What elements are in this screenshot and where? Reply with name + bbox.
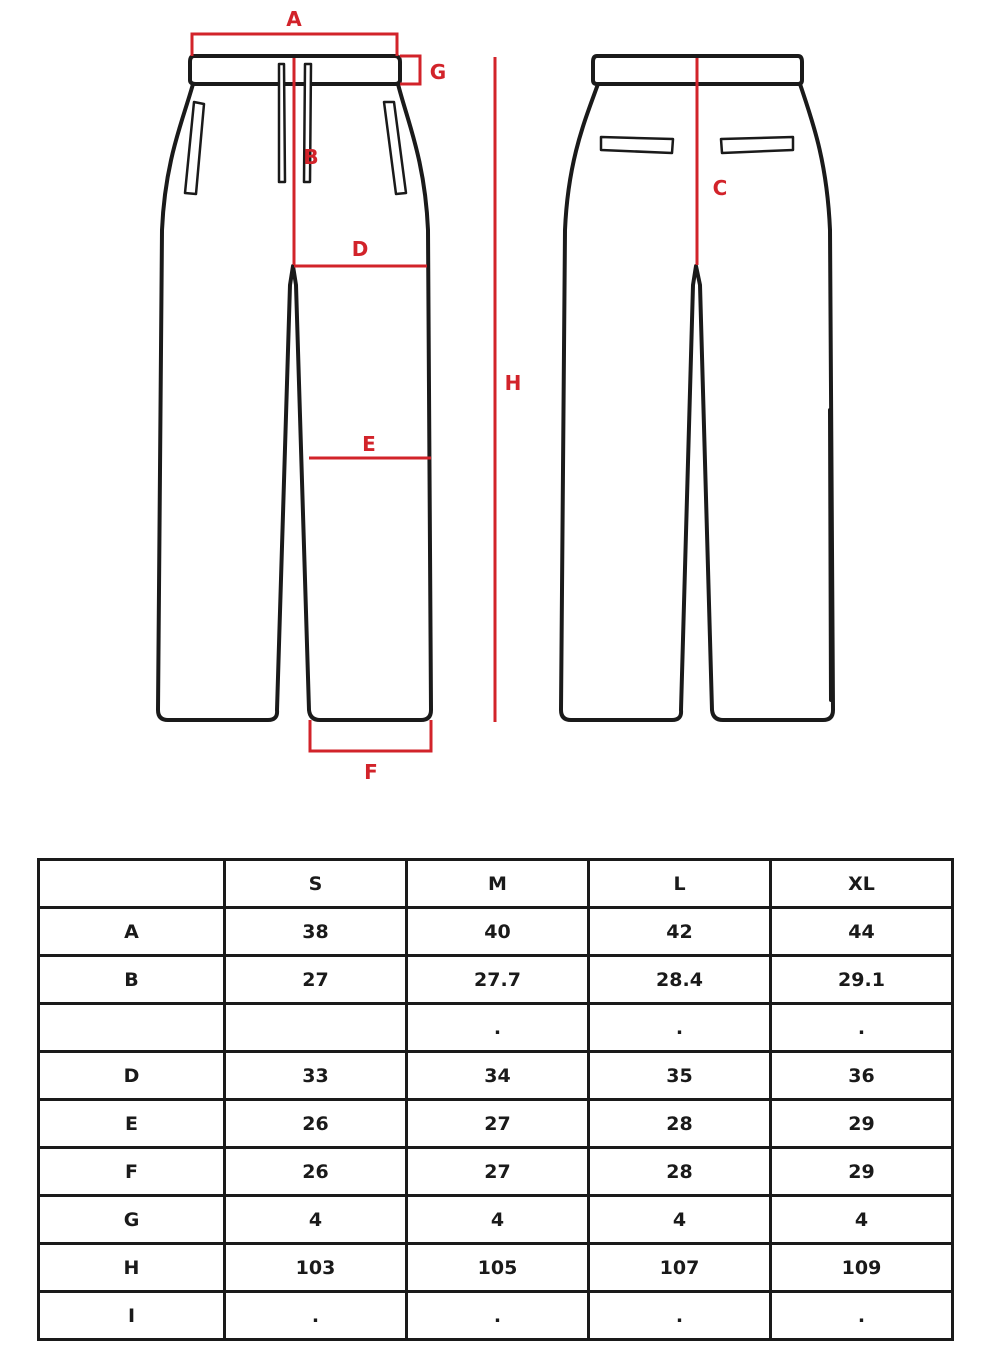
table-cell: . (771, 1292, 953, 1340)
table-header-corner (39, 860, 225, 908)
table-cell: 29 (771, 1100, 953, 1148)
table-header-size: XL (771, 860, 953, 908)
table-cell: 103 (225, 1244, 407, 1292)
table-cell: 109 (771, 1244, 953, 1292)
table-cell: 35 (589, 1052, 771, 1100)
left-drawstring (279, 64, 285, 182)
size-chart-table (37, 858, 954, 1341)
table-cell: 26 (225, 1148, 407, 1196)
table-cell: 29.1 (771, 956, 953, 1004)
table-cell: 36 (771, 1052, 953, 1100)
table-cell: . (771, 1004, 953, 1052)
row-label: E (39, 1100, 225, 1148)
table-cell: 44 (771, 908, 953, 956)
table-row (39, 1004, 953, 1052)
table-cell: 107 (589, 1244, 771, 1292)
row-label: F (39, 1148, 225, 1196)
measure-g-label: G (429, 60, 447, 84)
table-row (39, 1052, 953, 1100)
table-row (39, 1196, 953, 1244)
table-cell: 27 (407, 1100, 589, 1148)
table-header-size: L (589, 860, 771, 908)
measure-d-label: D (351, 237, 369, 261)
measure-b-label: B (303, 145, 319, 169)
row-label: A (39, 908, 225, 956)
table-cell: . (407, 1004, 589, 1052)
table-cell: 28.4 (589, 956, 771, 1004)
row-label: I (39, 1292, 225, 1340)
row-label: H (39, 1244, 225, 1292)
table-cell: 27.7 (407, 956, 589, 1004)
measure-e-label: E (362, 432, 376, 456)
measure-f-label: F (364, 760, 378, 784)
table-cell: 4 (771, 1196, 953, 1244)
table-row (39, 1148, 953, 1196)
table-cell: 38 (225, 908, 407, 956)
table-cell: 34 (407, 1052, 589, 1100)
back-right-pocket (721, 137, 793, 153)
table-cell: 42 (589, 908, 771, 956)
table-cell: 40 (407, 908, 589, 956)
table-row (39, 1100, 953, 1148)
table-row (39, 908, 953, 956)
table-cell (225, 1004, 407, 1052)
table-cell: . (589, 1004, 771, 1052)
measure-c-label: C (712, 176, 728, 200)
measure-f-line (310, 720, 431, 751)
row-label: D (39, 1052, 225, 1100)
table-cell: 4 (589, 1196, 771, 1244)
back-side-seam-accent (830, 410, 831, 700)
table-cell: 29 (771, 1148, 953, 1196)
table-row (39, 1292, 953, 1340)
row-label: B (39, 956, 225, 1004)
table-cell: 105 (407, 1244, 589, 1292)
measure-h-label: H (504, 371, 522, 395)
table-cell: 28 (589, 1148, 771, 1196)
table-header-size: M (407, 860, 589, 908)
table-cell: . (589, 1292, 771, 1340)
table-cell: 27 (407, 1148, 589, 1196)
measure-a-label: A (286, 7, 302, 31)
table-cell: . (225, 1292, 407, 1340)
row-label: G (39, 1196, 225, 1244)
table-cell: . (407, 1292, 589, 1340)
table-row (39, 1244, 953, 1292)
table-cell: 4 (407, 1196, 589, 1244)
table-cell: 4 (225, 1196, 407, 1244)
table-row (39, 956, 953, 1004)
table-header-size: S (225, 860, 407, 908)
row-label (39, 1004, 225, 1052)
table-cell: 28 (589, 1100, 771, 1148)
back-left-pocket (601, 137, 673, 153)
table-header-row (39, 860, 953, 908)
table-cell: 33 (225, 1052, 407, 1100)
measure-g-line (400, 56, 420, 84)
table-cell: 26 (225, 1100, 407, 1148)
measure-a-line (192, 34, 397, 56)
table-cell: 27 (225, 956, 407, 1004)
